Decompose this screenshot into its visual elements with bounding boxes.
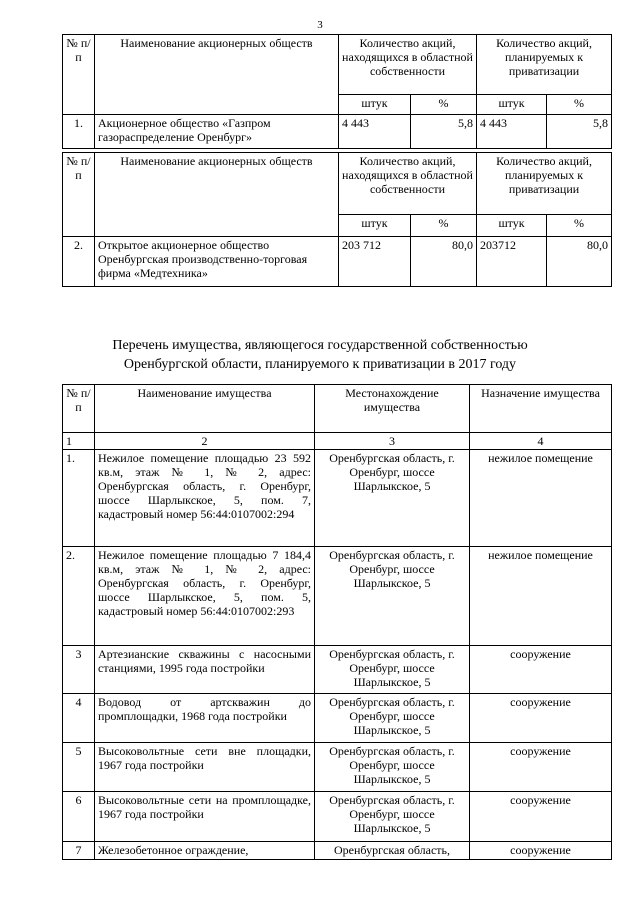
property-purpose: сооружение bbox=[470, 694, 612, 743]
col-index-4: 4 bbox=[470, 433, 612, 450]
property-name: Артезианские скважины с насосными станциями, 1995 года постройки bbox=[95, 646, 315, 694]
property-purpose: нежилое помещение bbox=[470, 547, 612, 646]
shares-table-1 bbox=[62, 34, 612, 149]
property-purpose: сооружение bbox=[470, 792, 612, 842]
regional-pct: 5,8 bbox=[411, 115, 477, 149]
planned-pct: 5,8 bbox=[547, 115, 612, 149]
page-number: 3 bbox=[317, 19, 323, 31]
regional-pcs: 203 712 bbox=[339, 237, 411, 287]
property-location: Оренбургская область, г. Оренбург, шоссе Шарлыкское, 5 bbox=[315, 547, 470, 646]
property-location: Оренбургская область, г. Оренбург, шоссе Шарлыкское, 5 bbox=[315, 792, 470, 842]
table-row bbox=[63, 646, 612, 694]
table-row bbox=[63, 792, 612, 842]
header-company-name: Наименование акционерных обществ bbox=[95, 153, 339, 237]
planned-pct: 80,0 bbox=[547, 237, 612, 287]
table-row bbox=[63, 547, 612, 646]
unit-pct: % bbox=[547, 95, 612, 115]
title-line-1: Перечень имущества, являющегося государственной собственностью bbox=[112, 338, 528, 353]
header-regional-shares: Количество акций, находящихся в областной собственности bbox=[339, 35, 477, 95]
header-regional-shares: Количество акций, находящихся в областной собственности bbox=[339, 153, 477, 215]
property-name: Высоковольтные сети на промплощадке, 1967 года постройки bbox=[95, 792, 315, 842]
table-row bbox=[63, 115, 612, 149]
regional-pct: 80,0 bbox=[411, 237, 477, 287]
unit-pct: % bbox=[411, 95, 477, 115]
unit-pcs: штук bbox=[339, 215, 411, 237]
unit-pct: % bbox=[411, 215, 477, 237]
property-name: Водовод от артскважин до промплощадки, 1968 года постройки bbox=[95, 694, 315, 743]
row-num: 2. bbox=[63, 547, 95, 646]
property-name: Высоковольтные сети вне площадки, 1967 года постройки bbox=[95, 743, 315, 792]
planned-pcs: 4 443 bbox=[477, 115, 547, 149]
col-index-1: 1 bbox=[63, 433, 95, 450]
row-num: 7 bbox=[63, 842, 95, 860]
property-purpose: сооружение bbox=[470, 842, 612, 860]
row-num: 4 bbox=[63, 694, 95, 743]
header-company-name: Наименование акционерных обществ bbox=[95, 35, 339, 115]
property-location: Оренбургская область, bbox=[315, 842, 470, 860]
property-location: Оренбургская область, г. Оренбург, шоссе Шарлыкское, 5 bbox=[315, 694, 470, 743]
table-row bbox=[63, 694, 612, 743]
row-num: 3 bbox=[63, 646, 95, 694]
property-purpose: сооружение bbox=[470, 743, 612, 792]
col-index-3: 3 bbox=[315, 433, 470, 450]
table-row bbox=[63, 842, 612, 860]
row-num: 6 bbox=[63, 792, 95, 842]
shares-table-2 bbox=[62, 152, 612, 287]
table-row bbox=[63, 743, 612, 792]
table-row bbox=[63, 237, 612, 287]
property-purpose: сооружение bbox=[470, 646, 612, 694]
property-table bbox=[62, 384, 612, 860]
property-location: Оренбургская область, г. Оренбург, шоссе Шарлыкское, 5 bbox=[315, 646, 470, 694]
regional-pcs: 4 443 bbox=[339, 115, 411, 149]
header-planned-shares: Количество акций, планируемых к приватизации bbox=[477, 35, 612, 95]
property-location: Оренбургская область, г. Оренбург, шоссе Шарлыкское, 5 bbox=[315, 743, 470, 792]
title-line-2: Оренбургской области, планируемого к приватизации в 2017 году bbox=[123, 357, 517, 372]
row-num: 5 bbox=[63, 743, 95, 792]
table-row bbox=[63, 450, 612, 547]
property-name: Нежилое помещение площадью 7 184,4 кв.м, этаж № 1, № 2, адрес: Оренбургская область, г. Оренбург, шоссе Шарлыкское, 5, пом. 5, кадастровый номер 56:44:0107002:293 bbox=[95, 547, 315, 646]
property-name: Нежилое помещение площадью 23 592 кв.м, этаж № 1, № 2, адрес: Оренбургская область, г. Оренбург, шоссе Шарлыкское, 5, пом. 7, кадастровый номер 56:44:0107002:294 bbox=[95, 450, 315, 547]
header-num: № п/п bbox=[63, 153, 95, 237]
property-name: Железобетонное ограждение, bbox=[95, 842, 315, 860]
unit-pct: % bbox=[547, 215, 612, 237]
row-num: 1. bbox=[63, 115, 95, 149]
header-num: № п/п bbox=[63, 385, 95, 433]
property-purpose: нежилое помещение bbox=[470, 450, 612, 547]
row-num: 2. bbox=[63, 237, 95, 287]
company-name: Открытое акционерное общество Оренбургская производственно-торговая фирма «Медтехника» bbox=[95, 237, 339, 287]
header-planned-shares: Количество акций, планируемых к приватизации bbox=[477, 153, 612, 215]
unit-pcs: штук bbox=[339, 95, 411, 115]
unit-pcs: штук bbox=[477, 215, 547, 237]
property-list-title bbox=[0, 336, 640, 374]
col-index-2: 2 bbox=[95, 433, 315, 450]
header-property-name: Наименование имущества bbox=[95, 385, 315, 433]
company-name: Акционерное общество «Газпром газораспределение Оренбург» bbox=[95, 115, 339, 149]
row-num: 1. bbox=[63, 450, 95, 547]
header-num: № п/п bbox=[63, 35, 95, 115]
unit-pcs: штук bbox=[477, 95, 547, 115]
header-purpose: Назначение имущества bbox=[470, 385, 612, 433]
planned-pcs: 203712 bbox=[477, 237, 547, 287]
header-location: Местонахождение имущества bbox=[315, 385, 470, 433]
property-location: Оренбургская область, г. Оренбург, шоссе Шарлыкское, 5 bbox=[315, 450, 470, 547]
